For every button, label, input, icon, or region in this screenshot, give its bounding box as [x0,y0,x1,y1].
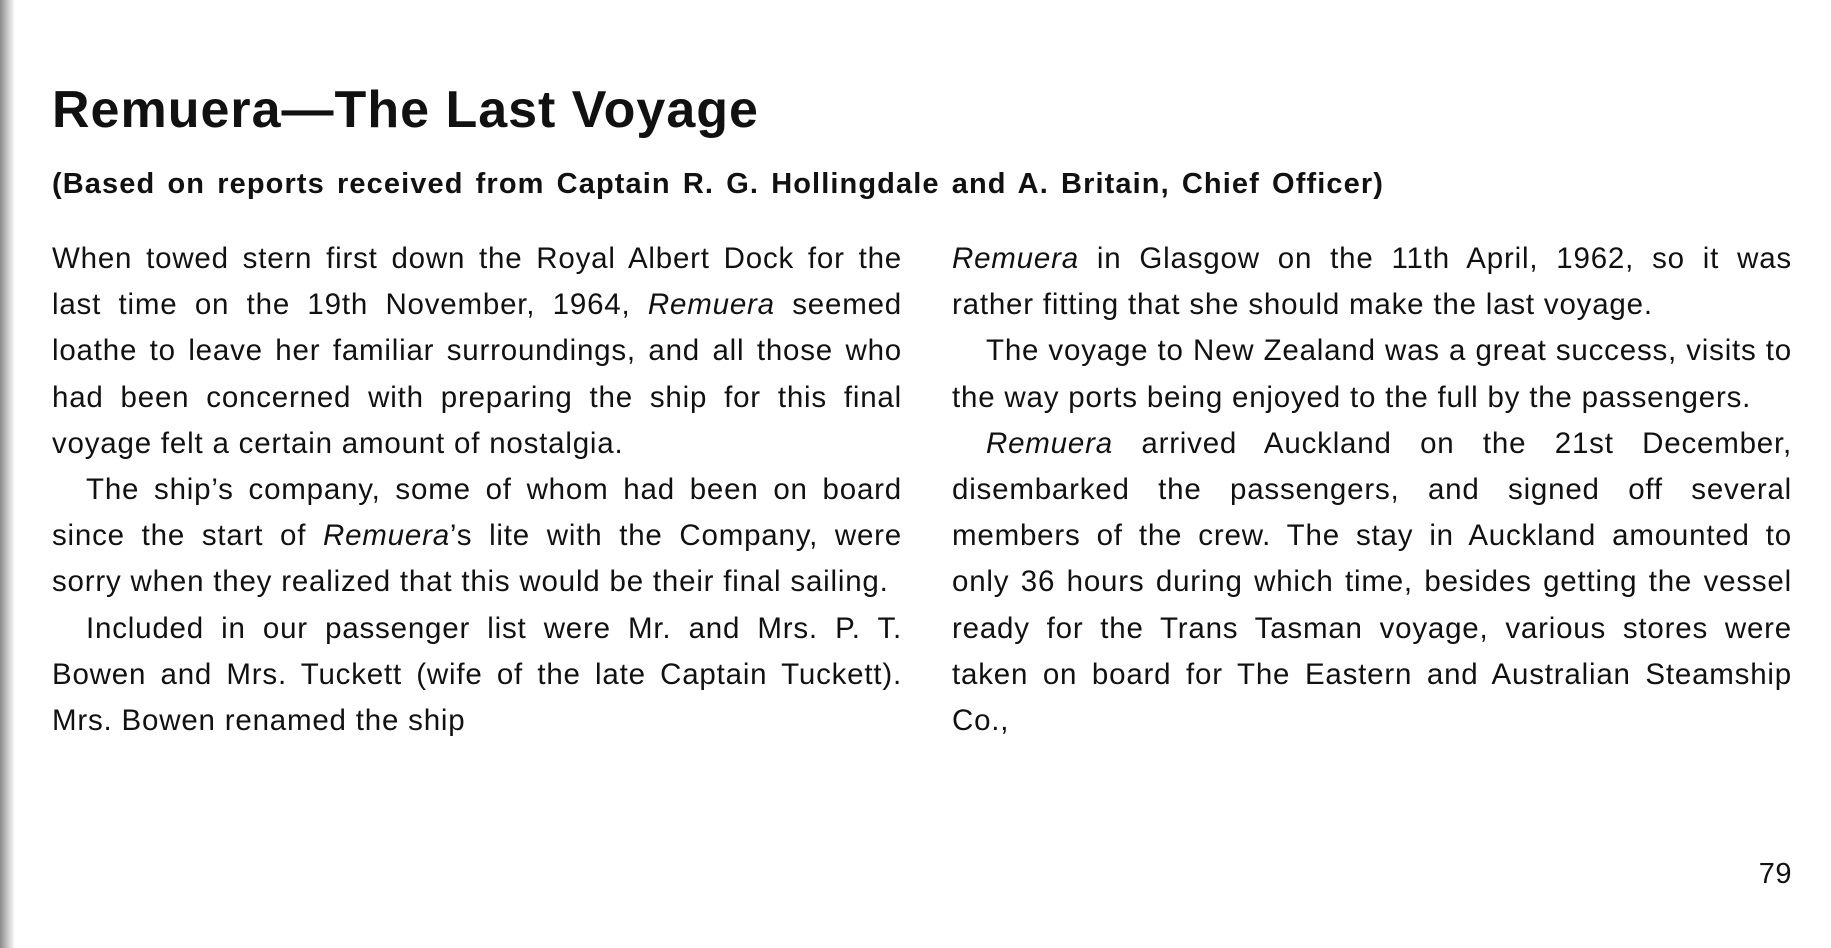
page-number: 79 [1758,858,1792,890]
ship-name: Remuera [952,242,1079,275]
paragraph-text: Included in our passenger list were Mr. and Mrs. P. T. Bowen and Mrs. Tuckett (wife of the late Captain Tuckett). Mrs. Bowen renamed the ship [52,611,902,738]
paragraph-text: The voyage to New Zealand was a great success, visits to the way ports being enjoyed to the full by the passengers. [952,334,1792,414]
paragraph [952,421,1792,744]
paragraph [952,236,1792,328]
paragraph [52,606,902,745]
book-page [52,60,1792,930]
ship-name: Remuera [986,426,1113,460]
paragraph-text: in Glasgow on the 11th April, 1962, so it was rather fitting that she should make the last voyage. [952,242,1792,322]
right-column [952,236,1792,744]
ship-name: Remuera [647,288,775,322]
paragraph [952,328,1792,420]
article-subtitle: (Based on reports received from Captain R. G. Hollingdale and A. Britain, Chief Officer) [52,168,1384,200]
paragraph-text: The ship’s company, some of whom had been on board since the start of [52,473,902,553]
paragraph [52,236,902,467]
page-gutter-shadow [0,0,14,948]
paragraph-text: seemed loathe to leave her familiar surroundings, and all those who had been concerned with preparing the ship for this final voyage felt a certain amount of nostalgia. [52,288,903,460]
paragraph-text: When towed stern first down the Royal Albert Dock for the last time on the 19th November, 1964, [52,242,902,322]
paragraph [52,467,902,606]
left-column [52,236,902,744]
ship-name: Remuera [322,519,450,553]
paragraph-text: arrived Auckland on the 21st December, disembarked the passengers, and signed off several members of the crew. The stay in Auckland amounted to only 36 hours during which time, besides getting the vessel ready for the Trans Tasman voyage, various stores were taken on board for The Eastern and Australian Steamship Co., [952,426,1792,738]
paragraph-text: ’s lite with the Company, were sorry when they realized that this would be their final sailing. [52,519,902,599]
article-title: Remuera—The Last Voyage [52,81,759,139]
